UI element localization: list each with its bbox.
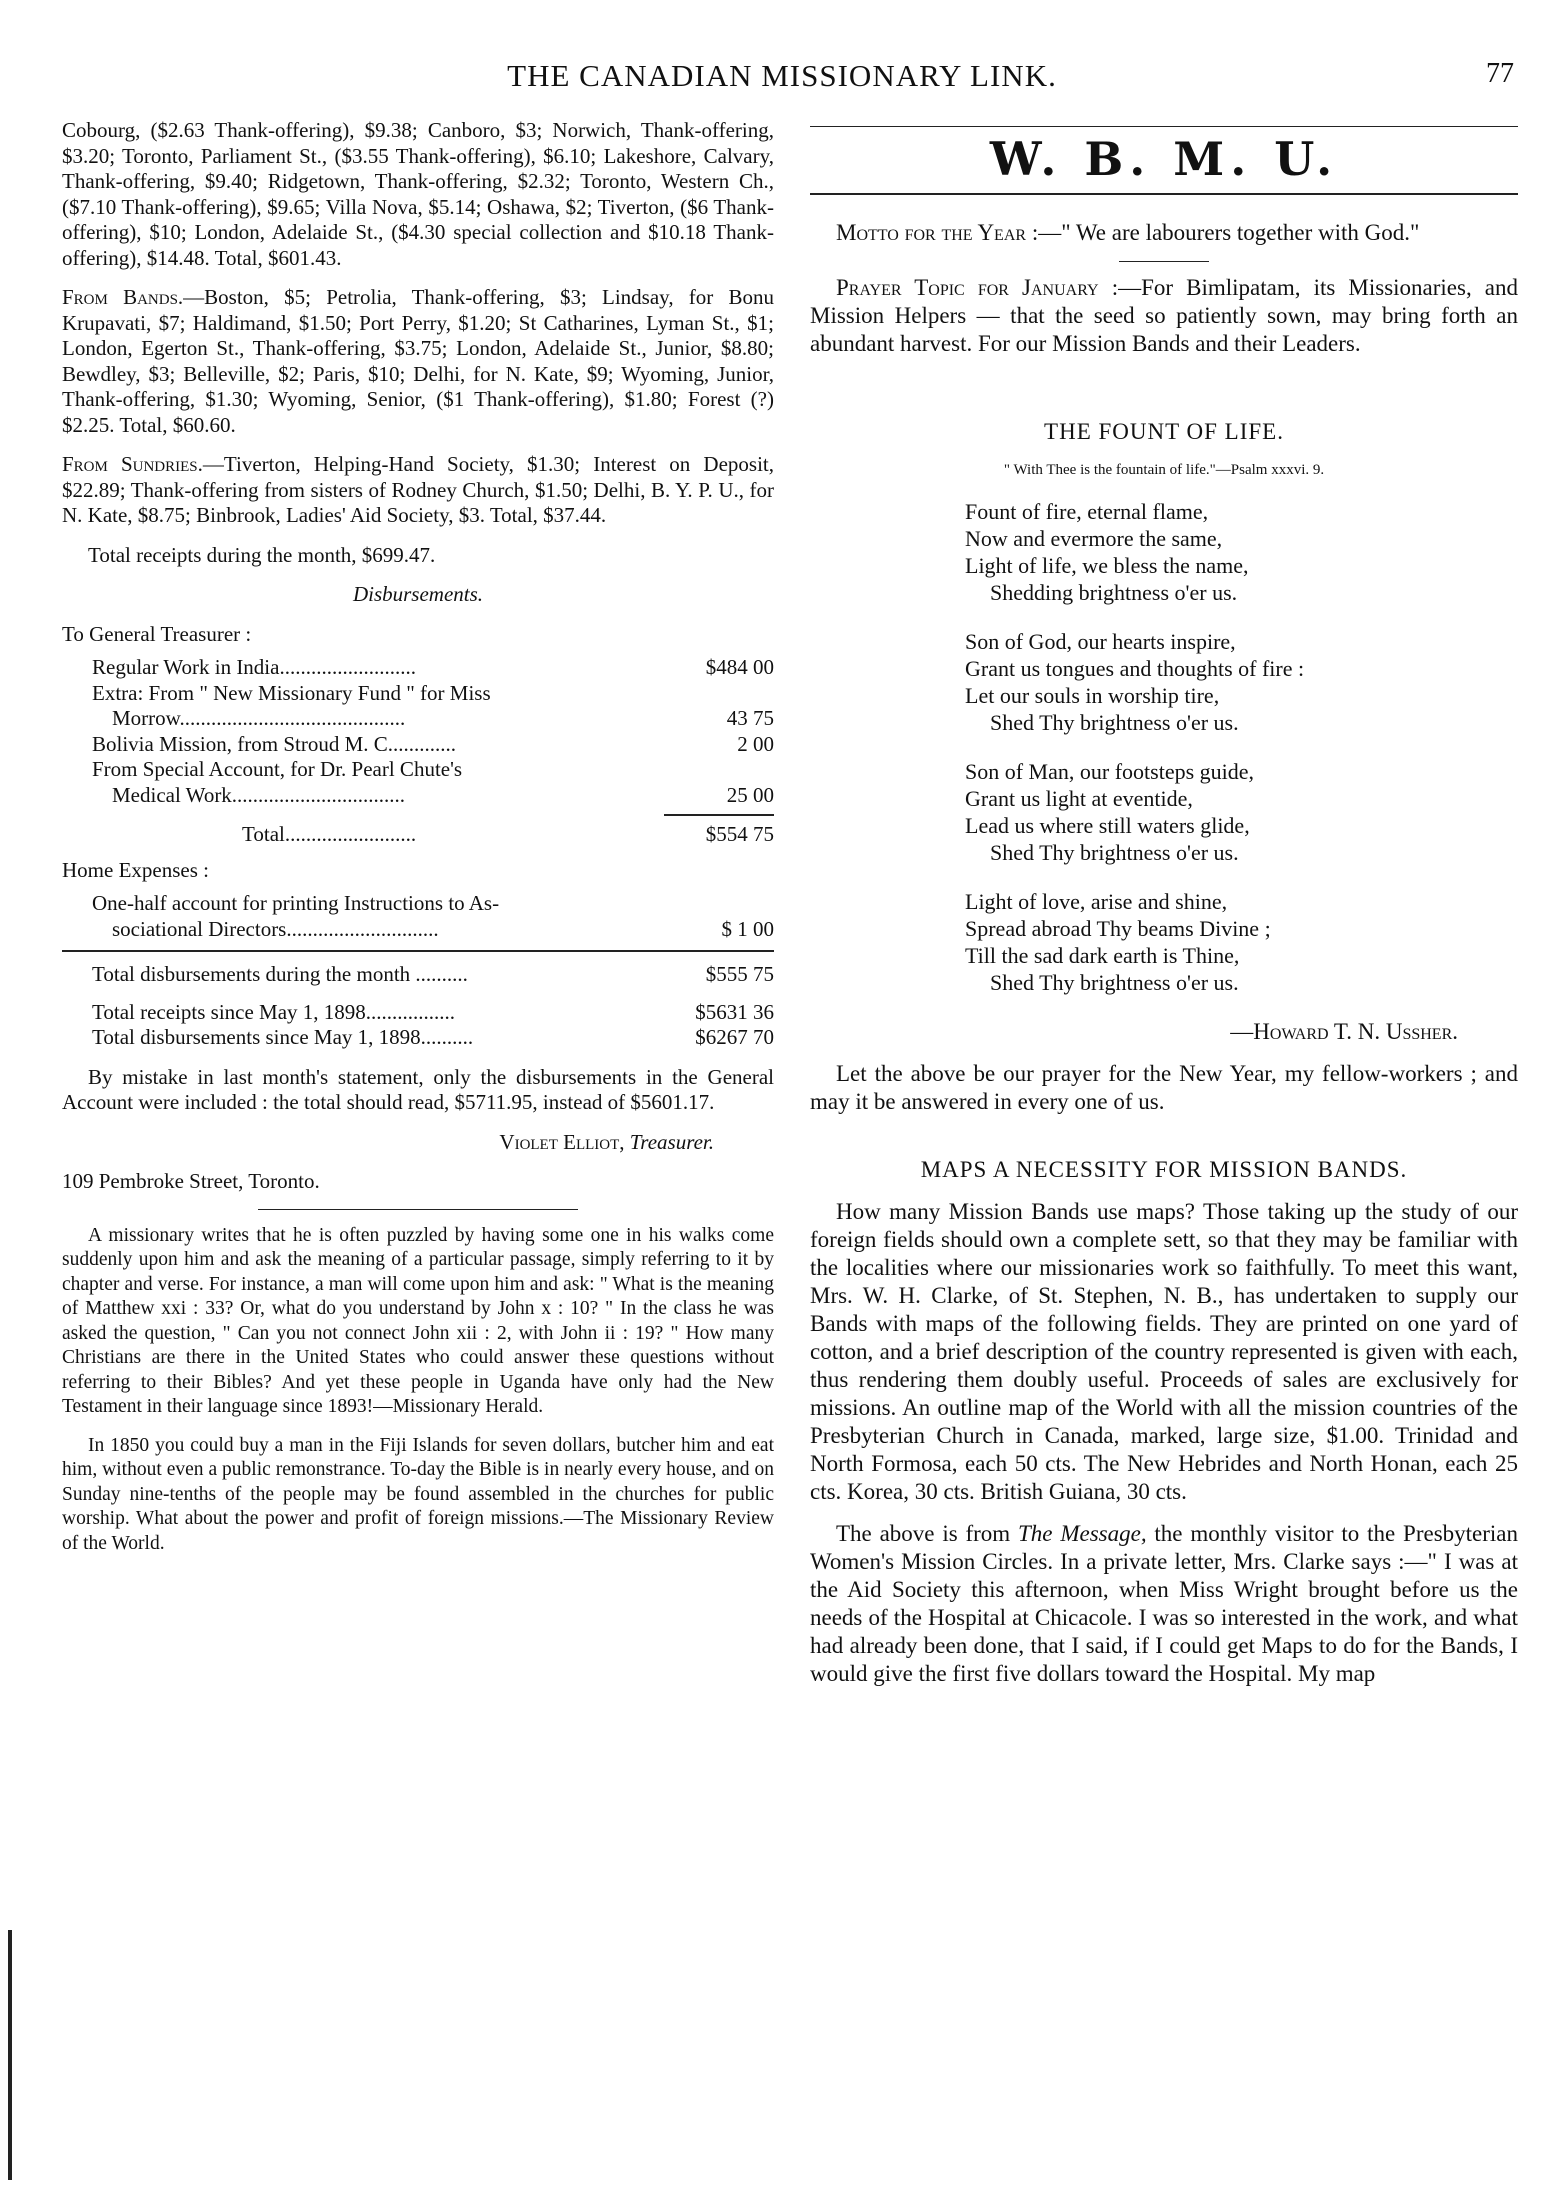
poem-line: Shed Thy brightness o'er us. xyxy=(990,710,1239,735)
ledger-total-amount: $554 75 xyxy=(705,822,774,846)
poem-line: Son of Man, our footsteps guide, xyxy=(965,759,1255,784)
summary-row xyxy=(62,1025,774,1051)
ledger-amount: $484 00 xyxy=(705,655,774,679)
summary-rule xyxy=(62,950,774,952)
home-expense-line2: sociational Directors............................. xyxy=(112,916,439,941)
from-sundries-text: —Tiverton, Helping-Hand Society, $1.30; Interest on Deposit, $22.89; Thank-offering from sisters of Rodney Church, $1.50; Delhi, B. Y. P. U., for N. Kate, $8.75; Binbrook, Ladies' Aid Society, $3. Total, $37.44. xyxy=(62,452,774,527)
poem-stanza xyxy=(810,628,1518,736)
home-expense-amount: $ 1 00 xyxy=(721,916,774,941)
message-title: The Message, xyxy=(1018,1521,1147,1546)
from-sundries-label: From Sundries. xyxy=(62,452,203,476)
wmu-top-rule xyxy=(810,126,1518,127)
ledger-amount: 43 75 xyxy=(726,706,774,730)
summary-amount: $555 75 xyxy=(705,962,774,986)
ledger-amount xyxy=(664,681,774,707)
ledger-total-row xyxy=(62,822,774,848)
poem-stanza xyxy=(810,758,1518,866)
missionary-paragraph: A missionary writes that he is often puzzled by having some one in his walks come suddenly upon him and ask the meaning of a particular passage, simply referring to it by chapter and verse. For instance, a man will come upon him and ask: " What is the meaning of Matthew xxi : 33? Or, what do you understand by John x : 10? " In the class he was asked the question, " Can you not connect John xii : 2, with John ii : 19? " How many Christians are there in the United States who could answer these questions without referring to their Bibles? And yet these people in Uganda have only had the New Testament in their language since 1893!—Missionary Herald. xyxy=(62,1224,774,1417)
home-expenses-heading: Home Expenses : xyxy=(62,857,209,882)
page-number: 77 xyxy=(1486,58,1514,89)
ledger-amount xyxy=(664,757,774,783)
left-column xyxy=(62,118,774,1570)
summary-amount: $6267 70 xyxy=(695,1025,774,1049)
poem-line: Light of life, we bless the name, xyxy=(965,553,1249,578)
summary-amount: $5631 36 xyxy=(695,999,774,1024)
poem-line: Now and evermore the same, xyxy=(965,526,1223,551)
wmu-title: W. B. M. U. xyxy=(989,132,1339,186)
from-sundries-paragraph xyxy=(62,452,774,529)
ledger-label: Extra: From " New Missionary Fund " for Miss xyxy=(92,680,491,705)
poem-line: Grant us tongues and thoughts of fire : xyxy=(965,656,1305,681)
from-bands-label: From Bands. xyxy=(62,285,184,309)
treasurer-title: Treasurer. xyxy=(629,1129,714,1154)
motto-paragraph xyxy=(810,219,1518,247)
magazine-title: THE CANADIAN MISSIONARY LINK. xyxy=(507,58,1057,93)
treasurer-signature xyxy=(62,1130,774,1156)
poem-line: Shed Thy brightness o'er us. xyxy=(990,970,1239,995)
maps-paragraph: How many Mission Bands use maps? Those taking up the study of our foreign fields should own a complete sett, so that they may be familiar with the localities where our missionaries work so faithfully. To meet this want, Mrs. W. H. Clarke, of St. Stephen, N. B., has undertaken to supply our Bands with maps of the following fields. They are printed on one yard of cotton, and a brief description of the country represented is given with each, thus rendering them doubly useful. Proceeds of sales are exclusively for missions. An outline map of the World with all the mission countries of the Presbyterian Church in Canada, marked, large size, $1.00. Trinidad and North Formosa, each 50 cts. The New Hebrides and North Honan, each 25 cts. Korea, 30 cts. British Guiana, 30 cts. xyxy=(810,1199,1518,1504)
motto-text: :—" We are labourers together with God." xyxy=(1031,220,1420,245)
mistake-note: By mistake in last month's statement, only the disbursements in the General Account were included : the total should read, $5711.95, instead of $5601.17. xyxy=(62,1064,774,1114)
motto-rule xyxy=(1119,261,1209,262)
poem-author: —Howard T. N. Ussher. xyxy=(1230,1019,1458,1044)
wmu-bottom-rule xyxy=(810,193,1518,195)
ledger-label: Medical Work................................. xyxy=(112,782,406,807)
message-prefix: The above is from xyxy=(836,1521,1019,1546)
ledger-label: From Special Account, for Dr. Pearl Chute's xyxy=(92,757,463,781)
message-rest: the monthly visitor to the Presbyterian Women's Mission Circles. In a private letter, Mrs. Clarke says :—" I was at the Aid Society this afternoon, when Miss Wright brought before us the needs of the Hospital at Chicacole. I was so interested in the work, and what had already been done, that I said, if I could get Maps to do for the Bands, I would give the first five dollars toward the Hospital. My map xyxy=(810,1521,1519,1686)
treasurer-name: Violet Elliot, xyxy=(499,1129,625,1154)
poem-line: Spread abroad Thy beams Divine ; xyxy=(965,916,1271,941)
summary-ledger xyxy=(62,962,774,1051)
from-bands-paragraph xyxy=(62,285,774,438)
summary-row xyxy=(62,962,774,988)
receipts-paragraph: Cobourg, ($2.63 Thank-offering), $9.38; Canboro, $3; Norwich, Thank-offering, $3.20; Toronto, Parliament St., ($3.55 Thank-offering), $6.10; Lakeshore, Calvary, Thank-offering, $9.40; Ridgetown, Thank-offering, $2.32; Toronto, Western Ch., ($7.10 Thank-offering), $9.65; Villa Nova, $5.14; Oshawa, $2; Tiverton, ($6 Thank-offering), $10; London, Adelaide St., ($4.30 special collection and $10.18 Thank-offering), $14.48. Total, $601.43. xyxy=(62,118,774,270)
section-divider xyxy=(258,1209,578,1210)
motto-label: Motto for the Year xyxy=(836,220,1027,245)
ledger-row xyxy=(62,681,774,707)
new-year-paragraph: Let the above be our prayer for the New Year, my fellow-workers ; and may it be answered in every one of us. xyxy=(810,1061,1518,1114)
poem-title: THE FOUNT OF LIFE. xyxy=(1044,419,1284,444)
ledger-row xyxy=(62,706,774,732)
summary-label: Total receipts since May 1, 1898................. xyxy=(92,999,456,1024)
home-expense-line1: One-half account for printing Instructions to As- xyxy=(92,891,500,915)
ledger-row xyxy=(62,655,774,681)
binding-margin-mark xyxy=(8,1930,12,2180)
ledger-row xyxy=(62,783,774,809)
poem-line: Shed Thy brightness o'er us. xyxy=(990,840,1239,865)
ledger-amount: 25 00 xyxy=(726,782,774,807)
prayer-label: Prayer Topic for January xyxy=(836,275,1099,300)
ledger-label: Morrow........................................... xyxy=(112,706,406,730)
disbursement-ledger xyxy=(62,655,774,848)
to-general-treasurer: To General Treasurer : xyxy=(62,621,252,646)
poem-stanza xyxy=(810,888,1518,996)
fiji-paragraph: In 1850 you could buy a man in the Fiji Islands for seven dollars, butcher him and eat him, without even a public remonstrance. To-day the Bible is in nearly every house, and on Sunday nine-tenths of the people may be found assembled in the churches for public worship. What about the power and profit of foreign missions.—The Missionary Review of the World. xyxy=(62,1434,774,1554)
disbursements-heading: Disbursements. xyxy=(352,582,484,606)
prayer-paragraph xyxy=(810,274,1518,358)
page-header xyxy=(0,58,1564,98)
poem-line: Light of love, arise and shine, xyxy=(965,889,1228,914)
ledger-amount: 2 00 xyxy=(737,731,774,756)
ledger-rule xyxy=(664,814,774,816)
ledger-total-label: Total......................... xyxy=(242,822,417,846)
ledger-row xyxy=(62,757,774,783)
right-column xyxy=(810,118,1518,1702)
message-paragraph xyxy=(810,1520,1518,1688)
summary-row xyxy=(62,988,774,1026)
total-receipts-month: Total receipts during the month, $699.47. xyxy=(88,542,436,567)
maps-heading: MAPS A NECESSITY FOR MISSION BANDS. xyxy=(920,1157,1408,1182)
prayer-text: :—For Bimlipatam, its Missionaries, and Mission Helpers — that the seed so patiently sown, may bring forth an abundant harvest. For our Mission Bands and their Leaders. xyxy=(810,275,1519,356)
from-bands-text: —Boston, $5; Petrolia, Thank-offering, $3; Lindsay, for Bonu Krupavati, $7; Haldimand, $1.50; Port Perry, $1.20; St Catharines, Lyman St., $1; London, Egerton St., Thank-offering, $3.75; London, Adelaide St., Junior, $8.80; Bewdley, $3; Belleville, $2; Paris, $10; Delhi, for N. Kate, $9; Wyoming, Junior, Thank-offering, $1.30; Wyoming, Senior, ($1 Thank-offering), $1.80; Forest (?) $2.25. Total, $60.60. xyxy=(62,285,774,437)
poem-line: Till the sad dark earth is Thine, xyxy=(965,943,1240,968)
poem-line: Let our souls in worship tire, xyxy=(965,683,1220,708)
poem-line: Shedding brightness o'er us. xyxy=(990,580,1238,605)
poem-line: Lead us where still waters glide, xyxy=(965,813,1250,838)
poem-epigraph: " With Thee is the fountain of life."—Psalm xxxvi. 9. xyxy=(1003,462,1325,478)
poem-line: Son of God, our hearts inspire, xyxy=(965,629,1236,654)
poem-line: Fount of fire, eternal flame, xyxy=(965,499,1209,524)
home-expenses-ledger xyxy=(62,891,774,942)
summary-label: Total disbursements during the month .......... xyxy=(92,962,468,986)
ledger-label: Bolivia Mission, from Stroud M. C............. xyxy=(92,731,457,756)
summary-label: Total disbursements since May 1, 1898.......... xyxy=(92,1025,474,1049)
treasurer-address: 109 Pembroke Street, Toronto. xyxy=(62,1169,320,1193)
ledger-row xyxy=(62,732,774,758)
ledger-label: Regular Work in India.......................... xyxy=(92,655,416,679)
poem-line: Grant us light at eventide, xyxy=(965,786,1193,811)
poem-stanza xyxy=(810,498,1518,606)
